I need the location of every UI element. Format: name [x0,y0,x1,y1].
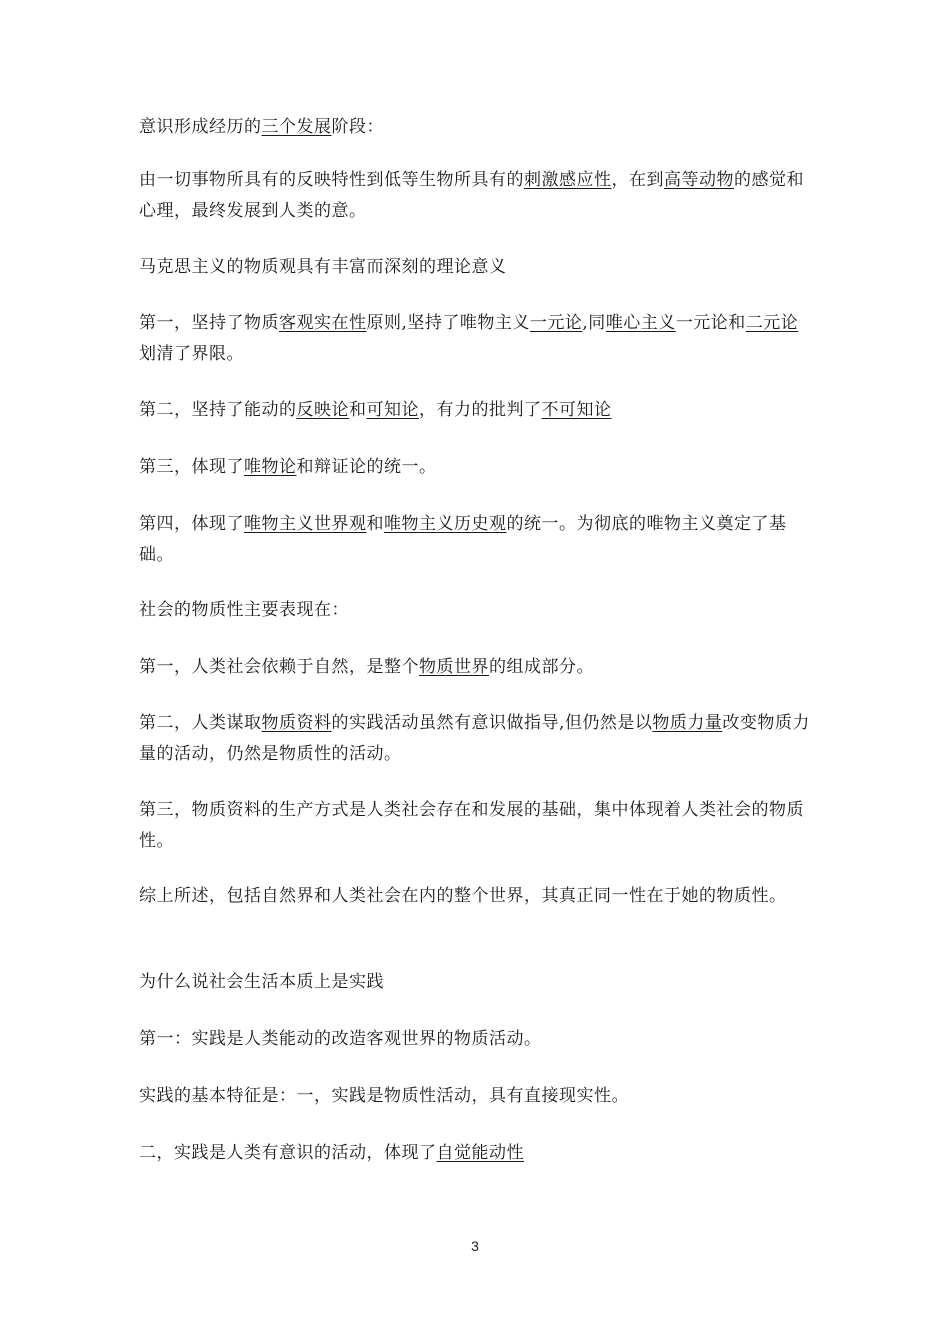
text-segment: 和 [349,400,367,420]
underlined-term: 可知论 [366,400,419,420]
underlined-term: 唯心主义 [605,313,676,333]
underlined-term: 刺激感应性 [524,170,612,190]
underlined-term: 物质力量 [652,713,723,733]
paragraph-social-third [139,795,815,857]
paragraph-first-point [139,308,815,370]
text-segment: 第二，人类谋取 [139,713,262,733]
underlined-term: 唯物主义世界观 [244,514,367,534]
text-segment: 第三，体现了 [139,457,244,477]
underlined-term: 二元论 [745,313,799,333]
paragraph-practice-first [139,1024,815,1055]
text-segment: 第三，物质资料的生产方式是人类社会存在和发展的基础，集中体现着人类社会的物质性。 [139,800,804,851]
underlined-term: 客观实在性 [279,313,367,333]
text-segment: ，有力的批判了 [419,400,542,420]
underlined-term: 物质世界 [419,657,489,677]
text-segment: 马克思主义的物质观具有丰富而深刻的理论意义 [139,257,507,277]
paragraph-heading-practice [139,967,815,998]
paragraph-fourth-point [139,509,815,571]
underlined-term: 物质资料 [261,713,332,733]
text-segment: 社会的物质性主要表现在： [139,600,349,620]
text-segment: ，在到 [611,170,664,190]
paragraph-heading-social-materiality [139,595,815,626]
text-segment: 的感觉和心理，最终发展到人类的意。 [139,170,804,221]
text-segment: 第一：实践是人类能动的改造客观世界的物质活动。 [139,1029,542,1049]
paragraph-heading-material-view [139,252,815,283]
text-segment: 划清了界限。 [139,344,244,364]
underlined-term: 一元论 [529,313,583,333]
text-segment: 阶段： [331,117,384,137]
text-segment: 实践的基本特征是：一，实践是物质性活动，具有直接现实性。 [139,1086,629,1106]
paragraph-practice-features [139,1081,815,1112]
text-segment: 改变物质力量的活动，仍然是物质性的活动。 [139,713,810,764]
paragraph-second-point [139,395,815,426]
text-segment: 和 [366,514,384,534]
underlined-term: 自觉能动性 [436,1143,524,1163]
page-number: 3 [471,1238,479,1254]
text-segment: ,同 [582,313,606,333]
underlined-term: 三个发展 [261,117,332,137]
underlined-term: 不可知论 [541,400,612,420]
paragraph-reflection [139,165,815,227]
paragraph-summary [139,881,815,912]
text-segment: 第一，坚持了物质 [139,313,279,333]
text-segment: 意识形成经历的 [139,117,262,137]
text-segment: 为什么说社会生活本质上是实践 [139,972,384,992]
underlined-term: 高等动物 [664,170,734,190]
paragraph-third-point [139,452,815,483]
text-segment: 由一切事物所具有的反映特性到低等生物所具有的 [139,170,524,190]
text-segment: 综上所述，包括自然界和人类社会在内的整个世界，其真正同一性在于她的物质性。 [139,886,787,906]
text-segment: 第一，人类社会依赖于自然，是整个 [139,657,419,677]
underlined-term: 唯物论 [244,457,297,477]
underlined-term: 唯物主义历史观 [384,514,507,534]
text-segment: 二，实践是人类有意识的活动，体现了 [139,1143,437,1163]
paragraph-practice-second [139,1138,815,1169]
text-segment: 的组成部分。 [489,657,594,677]
text-segment: 第四，体现了 [139,514,244,534]
paragraph-stages [139,112,815,143]
text-segment: 和辩证论的统一。 [296,457,437,477]
paragraph-social-second [139,708,815,770]
text-segment: 的统一。为彻底的唯物主义奠定了基础。 [139,514,787,565]
text-segment: 一元论和 [675,313,746,333]
underlined-term: 反映论 [296,400,349,420]
text-segment: 原则,坚持了唯物主义 [366,313,530,333]
text-segment: 的实践活动虽然有意识做指导,但仍然是以 [331,713,653,733]
text-segment: 第二，坚持了能动的 [139,400,297,420]
paragraph-social-first [139,652,815,683]
